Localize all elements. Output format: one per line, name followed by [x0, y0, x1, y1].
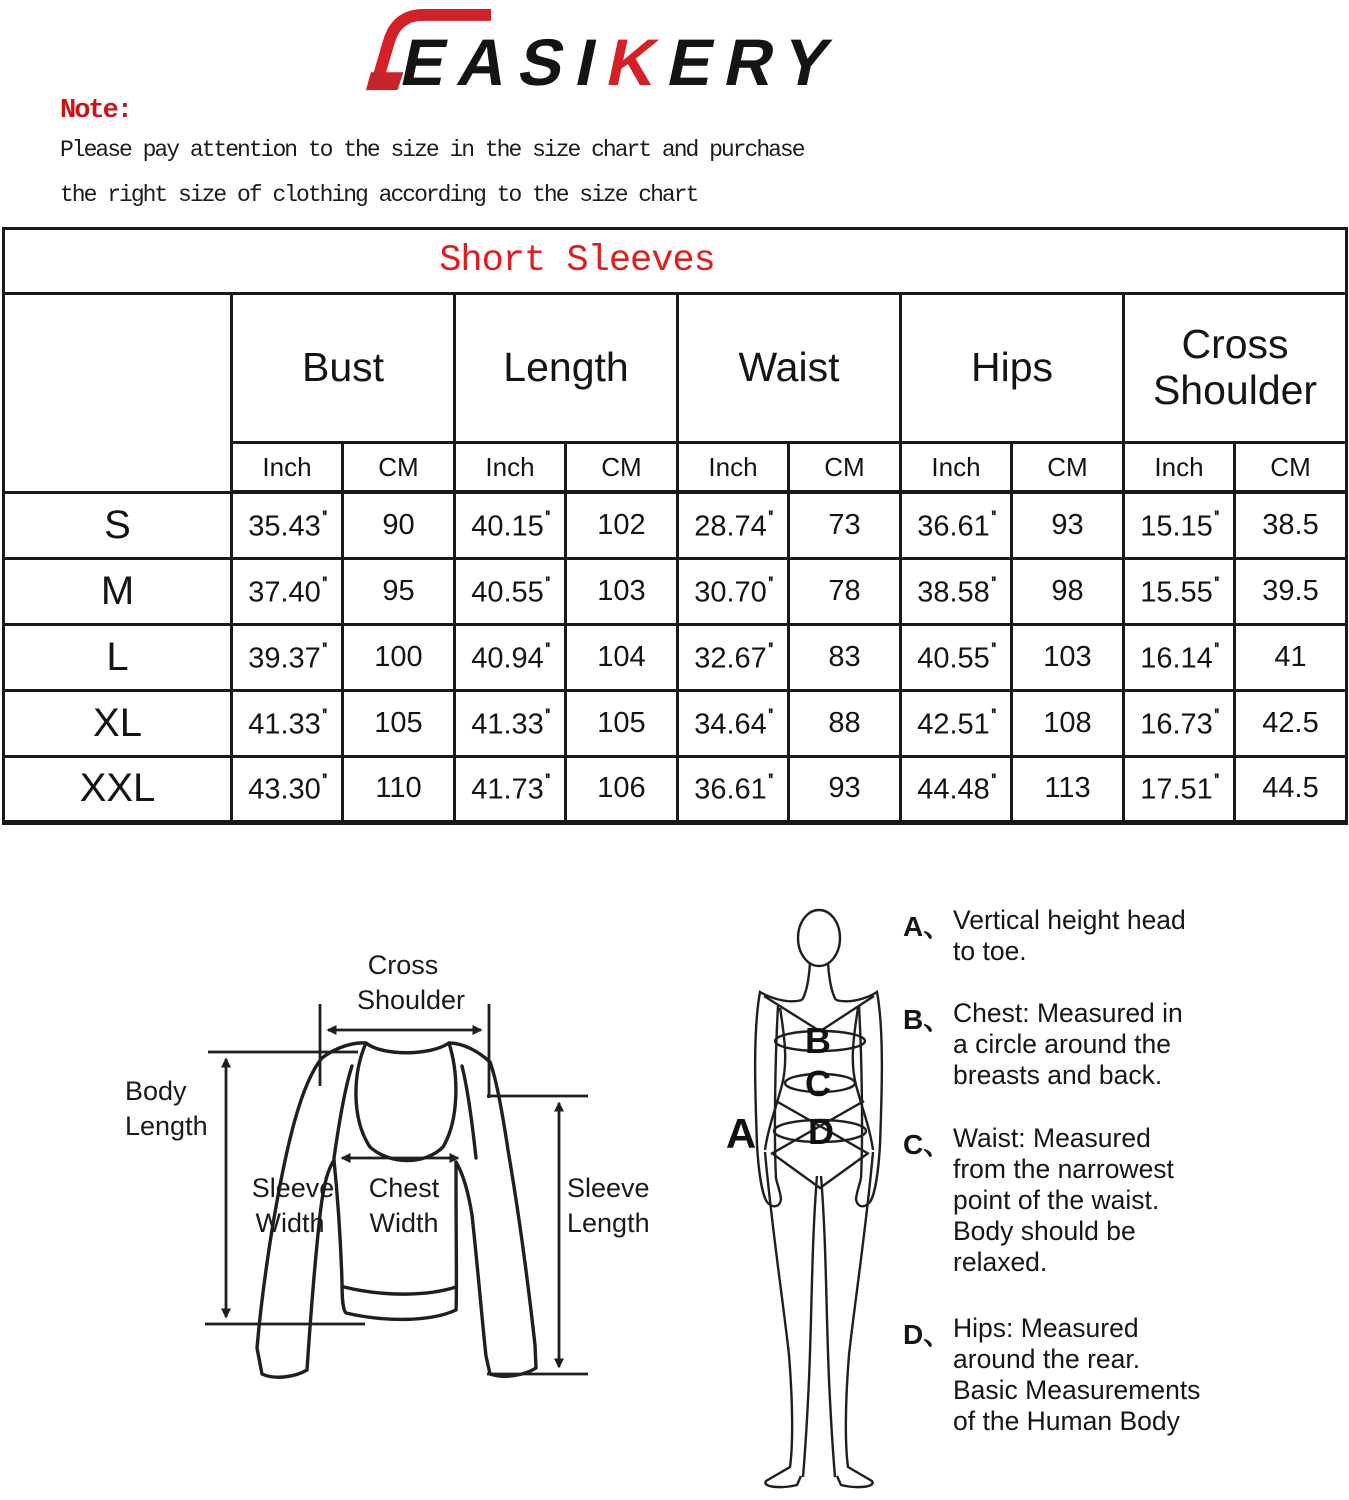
column-header: Bust — [232, 294, 455, 443]
value-cm: 95 — [343, 558, 455, 624]
shirt-measurement-diagram — [100, 930, 720, 1400]
measurement-line: Basic Measurements — [953, 1375, 1201, 1405]
chest-width-label: Chest — [368, 1173, 440, 1203]
unit-header: Inch — [678, 443, 789, 493]
figure-label-a: A — [725, 1110, 757, 1157]
value-inch: 40.94'' — [455, 624, 566, 690]
measurement-definitions — [903, 900, 1263, 1490]
sleeve-length-label: Sleeve — [567, 1173, 650, 1203]
measurement-key: A、 — [903, 911, 952, 942]
value-inch: 38.58'' — [901, 558, 1012, 624]
value-inch: 36.61'' — [901, 492, 1012, 558]
measurement-item — [903, 998, 1263, 1091]
value-cm: 38.5 — [1235, 492, 1347, 558]
unit-header: CM — [566, 443, 678, 493]
figure-label-c: C — [805, 1063, 831, 1104]
shirt-left-raglan-seam — [334, 1066, 352, 1158]
unit-header: Inch — [232, 443, 343, 493]
measurement-text — [953, 998, 1263, 1091]
body-length-label: Length — [125, 1111, 208, 1141]
value-inch: 41.33'' — [455, 690, 566, 756]
corner-cell — [4, 294, 232, 493]
measurement-key: B、 — [903, 1004, 952, 1035]
value-inch: 16.14'' — [1124, 624, 1235, 690]
figure-neck — [828, 963, 836, 1000]
column-header: Cross Shoulder — [1124, 294, 1347, 443]
shirt-hem-seam — [344, 1287, 456, 1294]
value-inch: 16.73'' — [1124, 690, 1235, 756]
logo-accent-letter: K — [600, 25, 677, 99]
value-cm: 93 — [1012, 492, 1124, 558]
value-inch: 37.40'' — [232, 558, 343, 624]
chest-width-label: Width — [369, 1208, 439, 1238]
measurement-text — [953, 905, 1263, 967]
brand-logo-text — [394, 4, 853, 100]
column-header: Waist — [678, 294, 901, 443]
measurement-line: a circle around the — [953, 1029, 1172, 1059]
unit-header: CM — [343, 443, 455, 493]
table-row — [4, 558, 1347, 624]
value-cm: 110 — [343, 756, 455, 822]
value-inch: 40.55'' — [455, 558, 566, 624]
value-cm: 93 — [789, 756, 901, 822]
value-cm: 105 — [566, 690, 678, 756]
measurement-line: Body should be — [953, 1216, 1136, 1246]
table-row — [4, 690, 1347, 756]
cross-shoulder-label: Cross — [367, 950, 439, 980]
value-inch: 41.33'' — [232, 690, 343, 756]
measurement-line: around the rear. — [953, 1344, 1141, 1374]
note-line: the right size of clothing according to the size chart — [60, 182, 698, 208]
value-inch: 32.67'' — [678, 624, 789, 690]
shirt-right-raglan-seam — [462, 1066, 476, 1158]
shirt-collar — [356, 1043, 456, 1161]
logo-part2: ERY — [661, 25, 850, 99]
value-cm: 83 — [789, 624, 901, 690]
table-title: Short Sleeves — [439, 240, 715, 282]
figure-left-leg-inner — [803, 1176, 817, 1477]
figure-left-leg — [765, 1152, 801, 1487]
figure-panty — [773, 1154, 867, 1188]
value-cm: 98 — [1012, 558, 1124, 624]
value-cm: 90 — [343, 492, 455, 558]
value-cm: 102 — [566, 492, 678, 558]
value-cm: 105 — [343, 690, 455, 756]
measurement-line: Waist: Measured — [953, 1123, 1151, 1153]
value-cm: 100 — [343, 624, 455, 690]
figure-label-b: B — [805, 1020, 831, 1061]
measurement-line: of the Human Body — [953, 1406, 1180, 1436]
shirt-right-sleeve — [456, 1062, 536, 1376]
size-chart-table — [2, 227, 1348, 825]
measurement-item — [903, 1123, 1263, 1278]
figure-label-d: D — [808, 1111, 834, 1152]
unit-header: Inch — [455, 443, 566, 493]
value-inch: 40.15'' — [455, 492, 566, 558]
measurement-item — [903, 1313, 1263, 1437]
measurement-line: relaxed. — [953, 1247, 1048, 1277]
value-inch: 15.15'' — [1124, 492, 1235, 558]
value-cm: 103 — [1012, 624, 1124, 690]
value-cm: 41 — [1235, 624, 1347, 690]
value-cm: 104 — [566, 624, 678, 690]
value-inch: 40.55'' — [901, 624, 1012, 690]
logo-part1: EASI — [394, 25, 617, 99]
sleeve-width-label: Width — [255, 1208, 325, 1238]
value-cm: 88 — [789, 690, 901, 756]
measurement-line: Vertical height head — [953, 905, 1186, 935]
unit-header: CM — [1012, 443, 1124, 493]
value-inch: 30.70'' — [678, 558, 789, 624]
figure-right-leg-inner — [821, 1176, 835, 1477]
figure-head — [798, 910, 840, 966]
value-inch: 35.43'' — [232, 492, 343, 558]
value-cm: 106 — [566, 756, 678, 822]
column-header: Length — [455, 294, 678, 443]
unit-header: Inch — [901, 443, 1012, 493]
table-title-row — [4, 229, 1347, 294]
measurement-item — [903, 905, 1263, 967]
sleeve-length-label: Length — [567, 1208, 650, 1238]
measurement-line: Hips: Measured — [953, 1313, 1139, 1343]
value-cm: 44.5 — [1235, 756, 1347, 822]
column-header: Hips — [901, 294, 1124, 443]
size-label: L — [4, 624, 232, 690]
size-label: S — [4, 492, 232, 558]
table-row — [4, 624, 1347, 690]
value-inch: 44.48'' — [901, 756, 1012, 822]
brand-logo — [363, 4, 850, 100]
measurement-line: Chest: Measured in — [953, 998, 1183, 1028]
size-label: XXL — [4, 756, 232, 822]
value-inch: 15.55'' — [1124, 558, 1235, 624]
unit-header: Inch — [1124, 443, 1235, 493]
measurement-text — [953, 1313, 1263, 1437]
table-row — [4, 756, 1347, 822]
sleeve-width-label: Sleeve — [251, 1173, 335, 1203]
value-cm: 73 — [789, 492, 901, 558]
body-length-label: Body — [125, 1076, 187, 1106]
figure-neck — [802, 963, 810, 1000]
note-label: Note: — [60, 96, 132, 126]
measurement-key: C、 — [903, 1129, 952, 1160]
value-cm: 103 — [566, 558, 678, 624]
unit-header: CM — [789, 443, 901, 493]
value-inch: 28.74'' — [678, 492, 789, 558]
value-inch: 17.51'' — [1124, 756, 1235, 822]
measurement-text — [953, 1123, 1263, 1278]
value-cm: 42.5 — [1235, 690, 1347, 756]
size-label: M — [4, 558, 232, 624]
measurement-key: D、 — [903, 1319, 952, 1350]
measurement-line: from the narrowest — [953, 1154, 1174, 1184]
table-title-cell — [4, 229, 1347, 294]
value-cm: 113 — [1012, 756, 1124, 822]
value-inch: 42.51'' — [901, 690, 1012, 756]
table-row — [4, 492, 1347, 558]
value-cm: 108 — [1012, 690, 1124, 756]
size-label: XL — [4, 690, 232, 756]
value-inch: 41.73'' — [455, 756, 566, 822]
figure-right-leg — [837, 1152, 873, 1487]
value-cm: 78 — [789, 558, 901, 624]
value-cm: 39.5 — [1235, 558, 1347, 624]
table-header-row — [4, 294, 1347, 443]
note-line: Please pay attention to the size in the size chart and purchase — [60, 137, 804, 163]
cross-shoulder-label: Shoulder — [356, 985, 466, 1015]
measurement-line: breasts and back. — [953, 1060, 1163, 1090]
unit-header: CM — [1235, 443, 1347, 493]
value-inch: 34.64'' — [678, 690, 789, 756]
value-inch: 36.61'' — [678, 756, 789, 822]
measurement-line: point of the waist. — [953, 1185, 1160, 1215]
measurement-line: to toe. — [953, 936, 1027, 966]
value-inch: 43.30'' — [232, 756, 343, 822]
value-inch: 39.37'' — [232, 624, 343, 690]
